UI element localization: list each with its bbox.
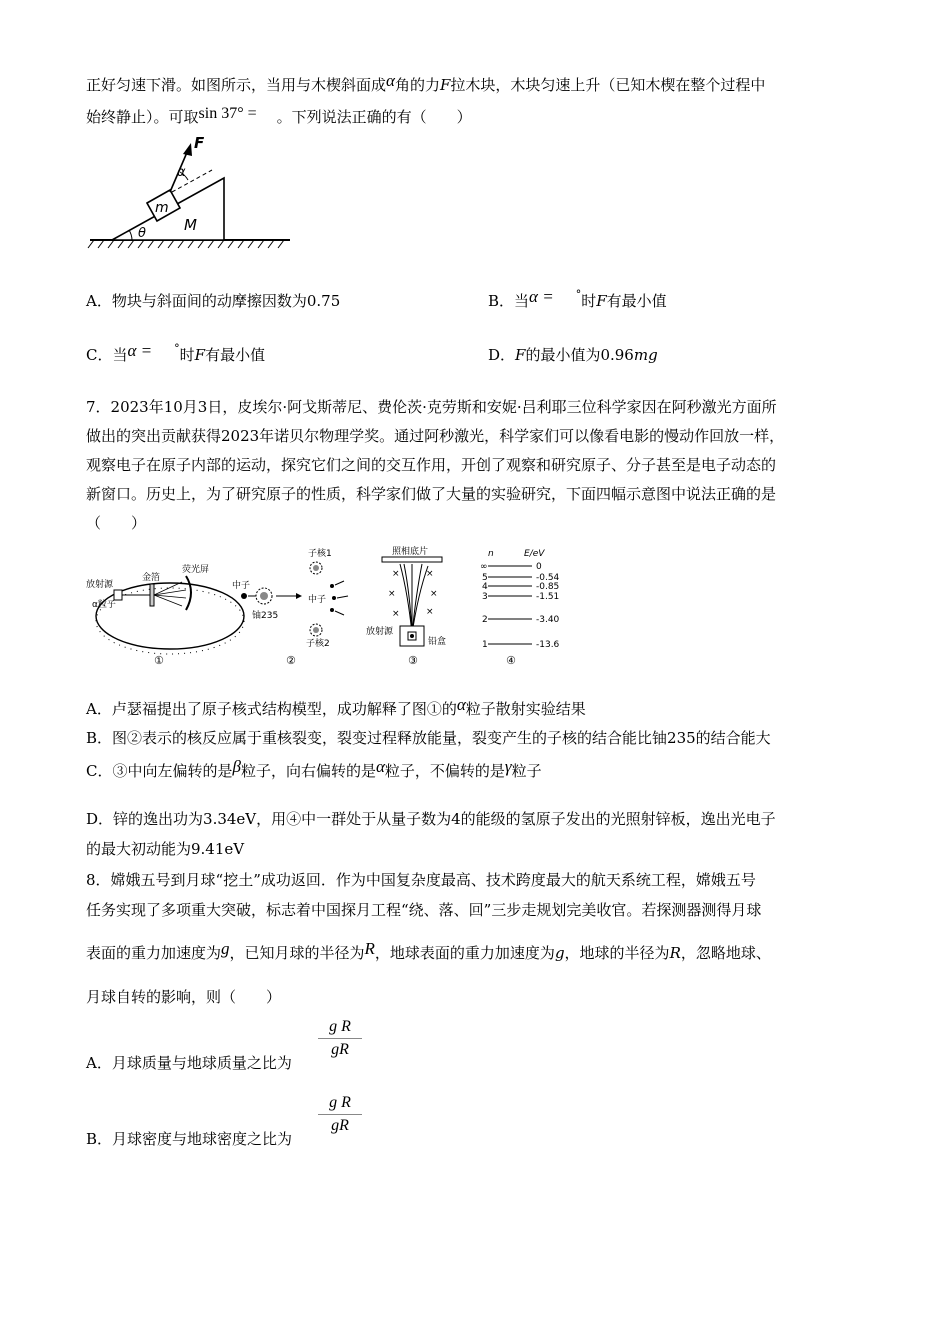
photo-film	[382, 557, 442, 562]
q7-stem-line1: 7．2023年10月3日，皮埃尔·阿戈斯蒂尼、费伦茨·克劳斯和安妮·吕利耶三位科学家因在阿秒激光方面所	[86, 398, 777, 416]
svg-text:①: ①	[154, 654, 164, 667]
svg-text:④: ④	[506, 654, 516, 667]
svg-text:5: 5	[482, 573, 488, 583]
svg-text:照相底片: 照相底片	[392, 547, 429, 557]
ground-hatch	[88, 240, 284, 248]
svg-text:×: ×	[392, 609, 400, 619]
q8-option-a[interactable]: A．月球质量与地球质量之比为	[86, 1054, 292, 1072]
svg-text:荧光屏: 荧光屏	[182, 565, 210, 575]
svg-text:4: 4	[482, 582, 488, 592]
svg-text:×: ×	[430, 589, 438, 599]
energy-level-figure	[480, 549, 560, 667]
q7-stem-line3: 观察电子在原子内部的运动，探究它们之间的交互作用，开创了观察和研究原子、分子甚至是电子动态的	[86, 456, 777, 474]
q7-stem-line5: （ ）	[86, 514, 147, 532]
q6-stem-line1: 正好匀速下滑。如图所示，当用与木楔斜面成α角的力F拉木块，木块匀速上升（已知木楔在整个过程中	[86, 71, 766, 94]
q7-stem-line2: 做出的突出贡献获得2023年诺贝尔物理学奖。通过阿秒激光，科学家们可以像看电影的慢动作回放一样，	[86, 427, 785, 445]
svg-text:金箔: 金箔	[142, 573, 161, 583]
q7-option-a[interactable]: A．卢瑟福提出了原子核式结构模型，成功解释了图①的α粒子散射实验结果	[86, 695, 586, 718]
svg-text:②: ②	[286, 654, 296, 667]
q8-option-a-fraction: $\frac{\text{g R}}{gR}$	[318, 1018, 362, 1059]
svg-text:E/eV: E/eV	[524, 549, 545, 559]
q8-stem-line3: 表面的重力加速度为g，已知月球的半径为R，地球表面的重力加速度为g，地球的半径为R，忽略地球、	[86, 939, 771, 962]
svg-text:-13.6: -13.6	[536, 640, 560, 650]
svg-text:×: ×	[426, 569, 434, 579]
svg-text:-1.51: -1.51	[536, 592, 560, 602]
radiation-figure	[366, 545, 446, 667]
svg-text:铅盒: 铅盒	[428, 637, 447, 647]
q8-stem-line1: 8．嫦娥五号到月球“挖土”成功返回．作为中国复杂度最高、技术跨度最大的航天系统工程，嫦娥五号	[86, 871, 756, 889]
svg-text:中子: 中子	[308, 595, 327, 605]
q7-option-b[interactable]: B．图②表示的核反应属于重核裂变，裂变过程释放能量，裂变产生的子核的结合能比铀235的结合能大	[86, 729, 771, 747]
q8-stem-line2: 任务实现了多项重大突破，标志着中国探月工程“绕、落、回”三步走规划完美收官。若探测器测得月球	[86, 901, 762, 919]
svg-text:放射源: 放射源	[366, 627, 394, 637]
incline-figure	[84, 130, 294, 260]
q8-option-b[interactable]: B．月球密度与地球密度之比为	[86, 1130, 293, 1148]
q8-stem-line4: 月球自转的影响，则（ ）	[86, 988, 282, 1006]
svg-text:2: 2	[482, 615, 488, 625]
source-box	[114, 590, 122, 600]
svg-text:-0.54: -0.54	[536, 573, 560, 583]
svg-text:③: ③	[408, 654, 418, 667]
svg-text:0: 0	[536, 562, 542, 572]
force-arrow-head	[183, 143, 192, 156]
q6-option-b[interactable]: B．当α = °时F有最小值	[488, 287, 667, 310]
svg-text:×: ×	[426, 607, 434, 617]
svg-text:×: ×	[388, 589, 396, 599]
q6-option-c[interactable]: C．当α = °时F有最小值	[86, 341, 266, 364]
q6-option-d[interactable]: D．F的最小值为0.96mg	[488, 346, 658, 364]
alpha-symbol: α	[386, 71, 395, 90]
sin37-expression: sin 37° =	[198, 105, 257, 122]
svg-text:子核1: 子核1	[308, 549, 332, 559]
svg-text:放射源: 放射源	[86, 580, 114, 590]
svg-text:-3.40: -3.40	[536, 615, 560, 625]
q7-diagrams	[86, 544, 576, 668]
svg-text:子核2: 子核2	[306, 639, 330, 649]
wedge-mass-label: M	[184, 216, 197, 234]
svg-text:中子: 中子	[232, 581, 251, 591]
q8-option-b-fraction: $\frac{\text{g R}}{gR}$	[318, 1094, 362, 1135]
svg-text:∞: ∞	[480, 562, 488, 572]
svg-text:n: n	[488, 549, 494, 559]
gold-foil	[150, 584, 154, 606]
rutherford-figure	[86, 563, 244, 667]
fission-figure	[232, 547, 348, 667]
alpha-label: α	[177, 165, 186, 180]
block-mass-label: m	[155, 200, 169, 216]
svg-text:α粒子: α粒子	[92, 600, 116, 610]
q7-stem-line4: 新窗口。历史上，为了研究原子的性质，科学家们做了大量的实验研究，下面四幅示意图中说法正确的是	[86, 485, 777, 503]
svg-text:×: ×	[392, 569, 400, 579]
svg-text:1: 1	[482, 640, 488, 650]
svg-text:3: 3	[482, 592, 488, 602]
q6-option-a[interactable]: A．物块与斜面间的动摩擦因数为0.75	[86, 292, 341, 310]
theta-label: θ	[138, 226, 146, 241]
svg-text:-0.85: -0.85	[536, 582, 560, 592]
q7-option-d-line2: 的最大初动能为9.41eV	[86, 840, 245, 858]
q6-stem-line2: 始终静止）。可取sin 37° = 。下列说法正确的有（ ）	[86, 105, 472, 126]
svg-text:铀235: 铀235	[252, 611, 279, 621]
q7-option-c[interactable]: C．③中向左偏转的是β粒子，向右偏转的是α粒子，不偏转的是γ粒子	[86, 757, 542, 780]
force-label: F	[194, 134, 205, 152]
q7-option-d-line1[interactable]: D．锌的逸出功为3.34eV，用④中一群处于从量子数为4的能级的氢原子发出的光照射锌板，逸出光电子	[86, 810, 776, 828]
